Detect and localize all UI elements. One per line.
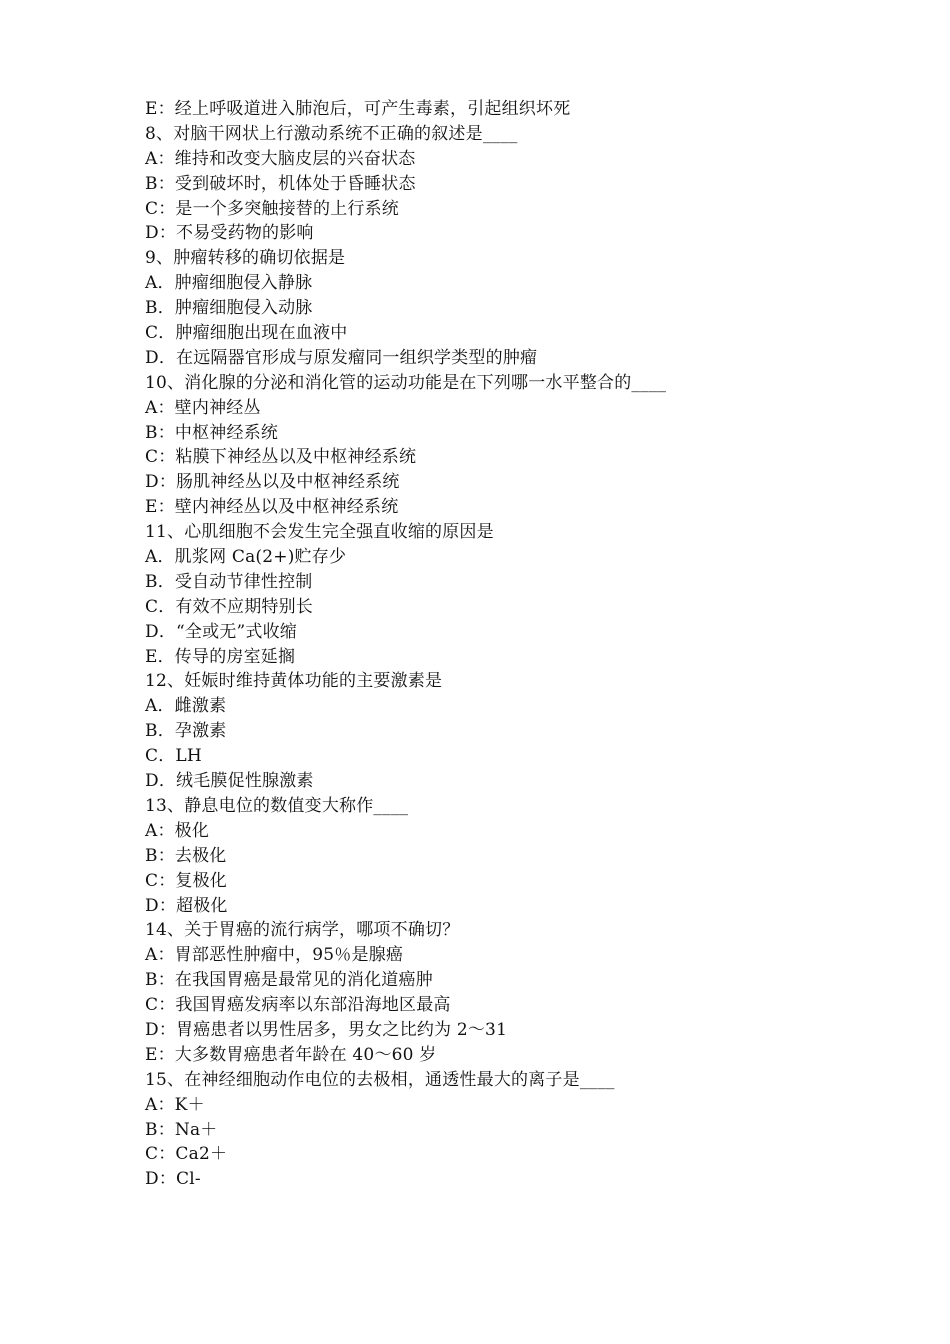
option-line: B．受自动节律性控制 (145, 571, 313, 592)
question-line: 8、对脑干网状上行激动系统不正确的叙述是____ (145, 123, 518, 144)
option-line: C．有效不应期特别长 (145, 596, 314, 617)
question-line: 12、妊娠时维持黄体功能的主要激素是 (145, 671, 443, 692)
option-line: A：K＋ (145, 1094, 205, 1115)
question-text-block (145, 97, 845, 1192)
option-line: E：大多数胃癌患者年龄在 40～60 岁 (145, 1044, 437, 1065)
option-line: D．绒毛膜促性腺激素 (145, 771, 314, 792)
option-line: C：Ca2＋ (145, 1144, 228, 1165)
option-line: D：超极化 (145, 895, 228, 916)
option-line: B：中枢神经系统 (145, 422, 279, 443)
option-line: A：极化 (145, 820, 210, 841)
question-line: 15、在神经细胞动作电位的去极相，通透性最大的离子是____ (145, 1069, 615, 1090)
option-line: A．肌浆网 Ca(2+)贮存少 (145, 547, 347, 568)
option-line: D：Cl- (145, 1169, 201, 1190)
question-line: 10、消化腺的分泌和消化管的运动功能是在下列哪一水平整合的____ (145, 372, 667, 393)
option-line: C：粘膜下神经丛以及中枢神经系统 (145, 447, 417, 468)
option-line: B：受到破坏时，机体处于昏睡状态 (145, 173, 416, 194)
option-line: E：壁内神经丛以及中枢神经系统 (145, 497, 399, 518)
option-line: D：胃癌患者以男性居多，男女之比约为 2～31 (145, 1019, 508, 1040)
question-line: 14、关于胃癌的流行病学，哪项不确切？ (145, 920, 460, 941)
option-line: B：去极化 (145, 845, 227, 866)
option-line: C．肿瘤细胞出现在血液中 (145, 323, 348, 344)
option-line: A．肿瘤细胞侵入静脉 (145, 273, 313, 294)
option-line: D．“全或无”式收缩 (145, 621, 298, 642)
option-line: B．孕激素 (145, 721, 227, 742)
option-line: A：壁内神经丛 (145, 397, 261, 418)
option-line: D：肠肌神经丛以及中枢神经系统 (145, 472, 400, 493)
option-line: A：胃部恶性肿瘤中，95％是腺癌 (145, 945, 404, 966)
option-line: B：在我国胃癌是最常见的消化道癌肿 (145, 970, 433, 991)
option-line: C：我国胃癌发病率以东部沿海地区最高 (145, 995, 451, 1016)
text-line: E：经上呼吸道进入肺泡后，可产生毒素，引起组织坏死 (145, 99, 571, 119)
question-line: 9、肿瘤转移的确切依据是 (145, 248, 346, 269)
option-line: D：不易受药物的影响 (145, 223, 314, 244)
option-line: A：维持和改变大脑皮层的兴奋状态 (145, 148, 416, 169)
option-line: C．LH (145, 746, 202, 767)
option-line: C：复极化 (145, 870, 228, 891)
option-line: B：Na＋ (145, 1119, 218, 1140)
option-line: A．雌激素 (145, 696, 227, 717)
option-line: D．在远隔器官形成与原发瘤同一组织学类型的肿瘤 (145, 347, 538, 368)
option-line: B．肿瘤细胞侵入动脉 (145, 298, 313, 319)
option-line: C：是一个多突触接替的上行系统 (145, 198, 400, 219)
option-line: E．传导的房室延搁 (145, 646, 296, 667)
question-line: 11、心肌细胞不会发生完全强直收缩的原因是 (145, 522, 494, 543)
question-line: 13、静息电位的数值变大称作____ (145, 795, 409, 816)
